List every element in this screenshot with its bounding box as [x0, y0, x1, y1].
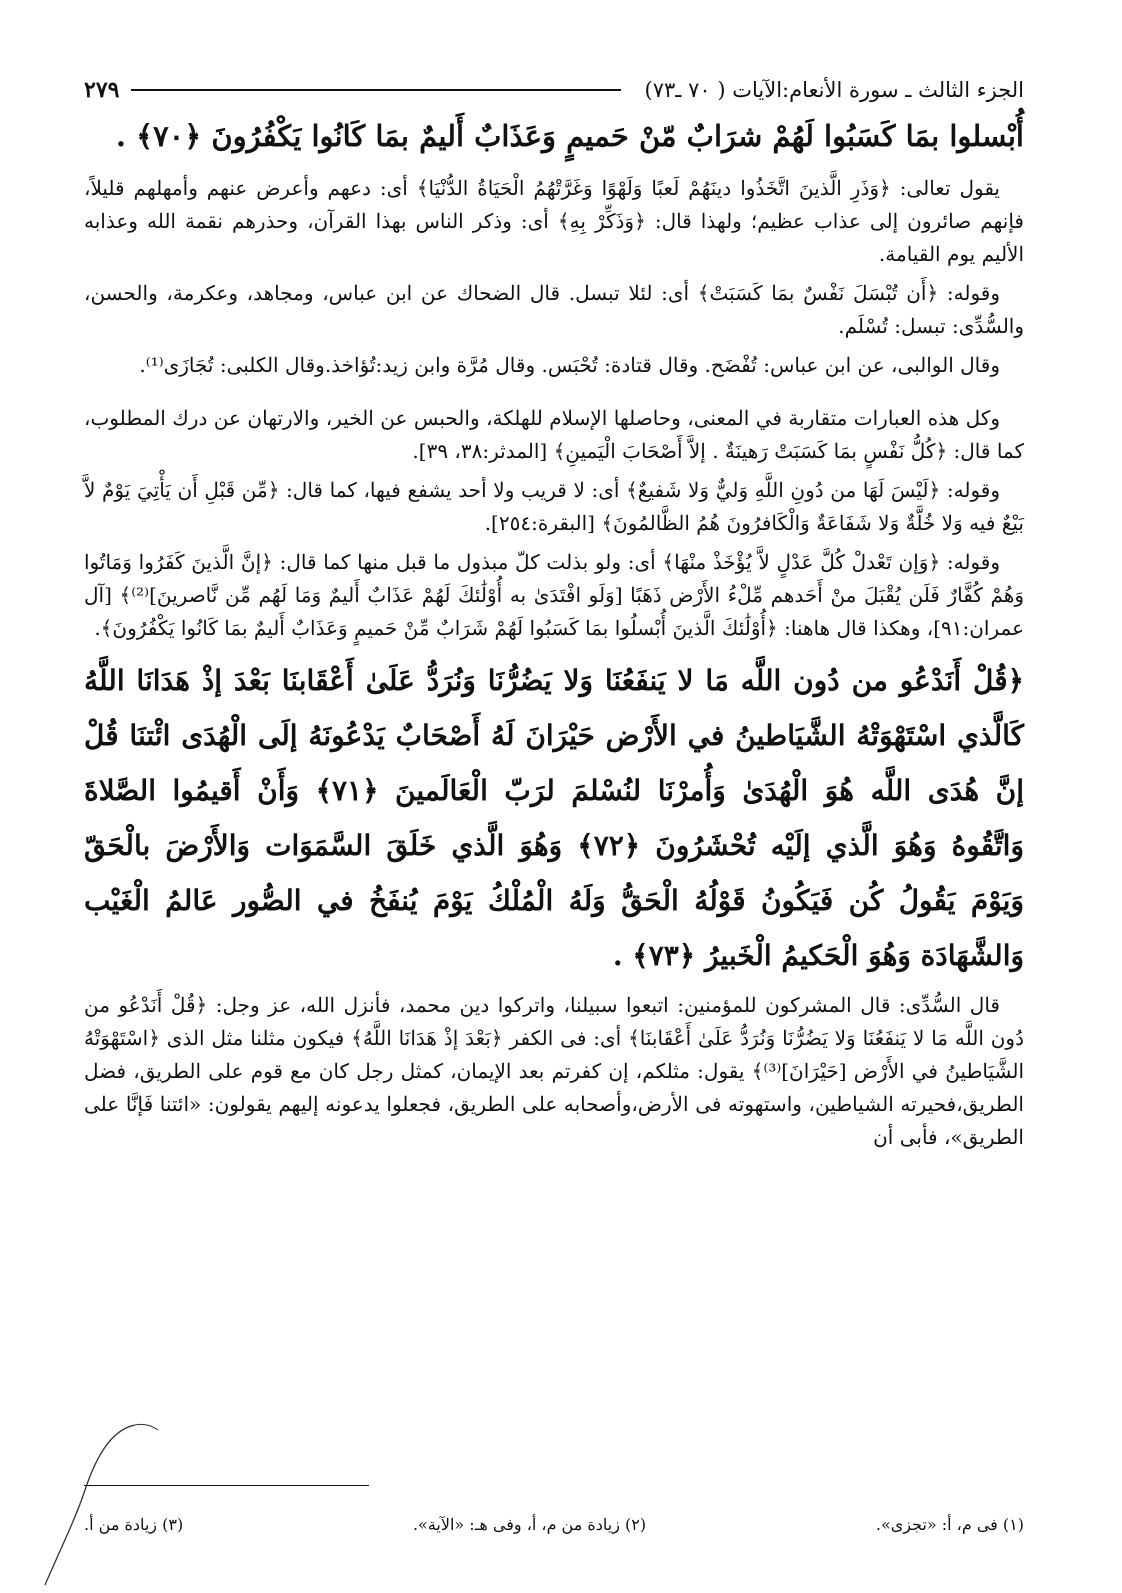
footnote-3: (٣) زيادة من أ.	[84, 1515, 184, 1534]
footnote-2: (٢) زيادة من م، أ، وفى هـ: «الآية».	[412, 1515, 647, 1534]
margin-pen-stroke	[40, 1420, 160, 1590]
commentary-paragraph: وقال الوالبى، عن ابن عباس: تُفْضَح. وقال قتادة: تُحْبَس. وقال مُرَّة وابن زيد:تُؤاخذ.وقال الكلبى: تُجَازَى⁽¹⁾.	[139, 353, 1000, 377]
page-number: ٢٧٩	[84, 77, 120, 103]
quran-verse-70-end: أُبْسلوا بمَا كَسَبُوا لَهُمْ شرَابٌ مّنْ حَميمٍ وَعَذَابٌ أَليمٌ بمَا كَانُوا يَكْفُرُونَ ﴿٧٠﴾ .	[115, 119, 1024, 153]
running-header	[84, 70, 1024, 110]
footnotes	[84, 1515, 1024, 1534]
commentary-paragraph: وقوله: ﴿وَإن تَعْدلْ كُلَّ عَدْلٍ لاَّ يُؤْخَذْ منْهَا﴾ أى: ولو بذلت كلّ مبذول ما قبل منها كما قال: ﴿إنَّ الَّذينَ كَفَرُوا وَمَاتُوا وَهُمْ كُفَّارٌ فَلَن يُقْبَلَ منْ أَحَدهم مِّلْءُ الأَرْض ذَهَبًا [وَلَو افْتَدَىٰ به أُوْلَٰئكَ لَهُمْ عَذَابٌ أَليمٌ وَمَا لَهُم مِّن نَّاصرينَ]⁽²⁾﴾ [آل عمران:٩١]، وهكذا قال هاهنا: ﴿أُوْلَٰئكَ الَّذينَ أُبْسلُوا بمَا كَسَبُوا لَهُمْ شَرَابٌ مِّنْ حَميمٍ وَعَذَابٌ أَليمٌ بمَا كَانُوا يَكْفُرُونَ﴾.	[84, 550, 1024, 640]
book-page	[84, 70, 1025, 1534]
chapter-title: الجزء الثالث ـ سورة الأنعام:الآيات ( ٧٠ ـ٧٣)	[644, 78, 1024, 102]
commentary-paragraph: وقوله: ﴿لَيْسَ لَهَا من دُونِ اللَّهِ وَليٌّ وَلا شَفيعٌ﴾ أى: لا قريب ولا أحد يشفع فيها، كما قال: ﴿مِّن قَبْلِ أَن يَأْتِيَ يَوْمٌ لاَّ بَيْعٌ فيه وَلا خُلَّةٌ وَلا شَفَاعَةٌ وَالْكَافرُونَ هُمُ الظَّالمُونَ﴾ [البقرة:٢٥٤].	[84, 478, 1024, 535]
header-rule	[131, 89, 620, 91]
paragraph-gap	[84, 382, 1024, 396]
quran-verses-71-73: ﴿قُلْ أَنَدْعُو من دُون اللَّه مَا لا يَنفَعُنَا وَلا يَضُرُّنَا وَنُرَدُّ عَلَىٰ أَعْقَابنَا بَعْدَ إذْ هَدَانَا اللَّهُ كَالَّذي اسْتَهْوَتْهُ الشَّيَاطينُ في الأَرْض حَيْرَانَ لَهُ أَصْحَابٌ يَدْعُونَهُ إلَى الْهُدَى ائْتنَا قُلْ إنَّ هُدَى اللَّه هُوَ الْهُدَىٰ وَأُمرْنَا لنُسْلمَ لرَبّ الْعَالَمينَ ﴿٧١﴾ وَأَنْ أَقيمُوا الصَّلاةَ وَاتَّقُوهُ وَهُوَ الَّذي إلَيْه تُحْشَرُونَ ﴿٧٢﴾ وَهُوَ الَّذي خَلَقَ السَّمَوَات وَالأَرْضَ بالْحَقّ وَيَوْمَ يَقُولُ كُن فَيَكُونُ قَوْلُهُ الْحَقُّ وَلَهُ الْمُلْكُ يَوْمَ يُنفَخُ في الصُّور عَالمُ الْغَيْب وَالشَّهَادَة وَهُوَ الْحَكيمُ الْخَبيرُ ﴿٧٣﴾ .	[84, 664, 1025, 972]
footnote-1: (١) فى م، أ: «تجزى».	[875, 1515, 1024, 1534]
commentary-paragraph: يقول تعالى: ﴿وَذَرِ الَّذينَ اتَّخَذُوا دينَهُمْ لَعبًا وَلَهْوًا وَغَرَّتْهُمُ الْحَيَاةُ الدُّنْيَا﴾ أى: دعهم وأعرض عنهم وأمهلهم قليلاً، فإنهم صائرون إلى عذاب عظيم؛ ولهذا قال: ﴿وَذَكِّرْ بِهِ﴾ أى: وذكر الناس بهذا القرآن، وحذرهم نقمة الله وعذابه الأليم يوم القيامة.	[84, 176, 1024, 266]
commentary-paragraph: وقوله: ﴿أَن تُبْسَلَ نَفْسٌ بمَا كَسَبَتْ﴾ أى: لئلا تبسل. قال الضحاك عن ابن عباس، ومجاهد، وعكرمة، والحسن، والسُّدِّى: تبسل: تُسْلَم.	[84, 281, 1024, 338]
commentary-paragraph: قال السُّدِّى: قال المشركون للمؤمنين: اتبعوا سبيلنا، واتركوا دين محمد، فأنزل الله، عز وجل: ﴿قُلْ أَنَدْعُو من دُون اللَّه مَا لا يَنفَعُنَا وَلا يَضُرُّنَا وَنُرَدُّ عَلَىٰ أَعْقَابنَا﴾ أى: فى الكفر ﴿بَعْدَ إذْ هَدَانَا اللَّهُ﴾ فيكون مثلنا مثل الذى ﴿اسْتَهْوَتْهُ الشَّيَاطينُ في الأَرْض [حَيْرَانَ]⁽³⁾﴾ يقول: مثلكم، إن كفرتم بعد الإيمان، كمثل رجل كان مع قوم على الطريق، فضل الطريق،فحيرته الشياطين، واستهوته فى الأرض،وأصحابه على الطريق، فجعلوا يدعونه إليهم يقولون: «ائتنا فَإنَّا على الطريق»، فأبى أن	[84, 993, 1024, 1149]
commentary-paragraph: وكل هذه العبارات متقاربة في المعنى، وحاصلها الإسلام للهلكة، والحبس عن الخير، والارتهان عن درك المطلوب، كما قال: ﴿كُلُّ نَفْسٍ بمَا كَسَبَتْ رَهينَةٌ . إلاَّ أَصْحَابَ الْيَمينِ﴾ [المدثر:٣٨، ٣٩].	[84, 406, 1024, 463]
